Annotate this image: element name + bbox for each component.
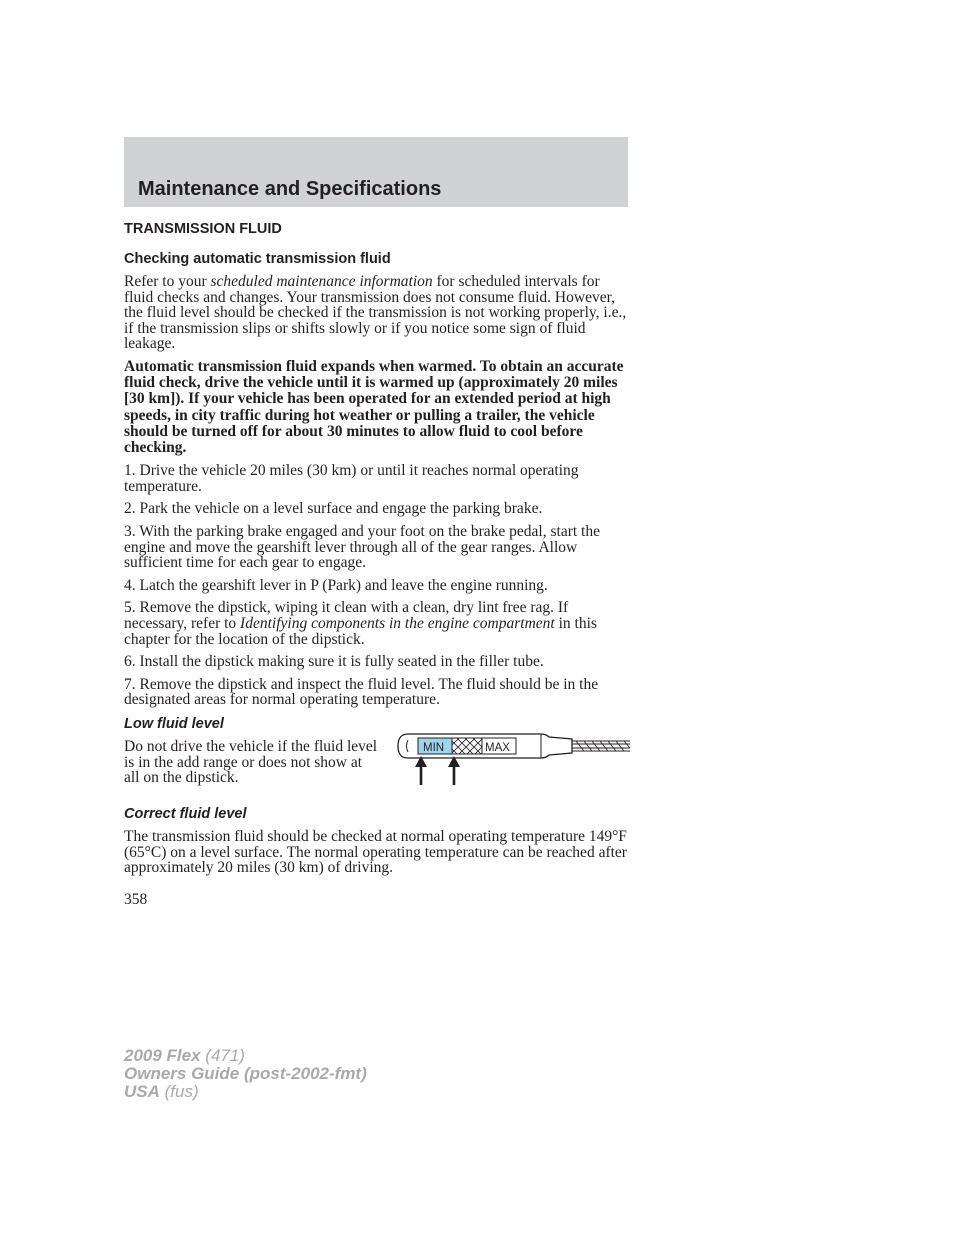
page-number: 358 xyxy=(124,890,148,908)
document-footer xyxy=(124,1047,367,1101)
step-5-reference: Identifying components in the engine compartment xyxy=(240,614,555,632)
step-2: 2. Park the vehicle on a level surface and engage the parking brake. xyxy=(124,500,543,518)
section-title: TRANSMISSION FLUID xyxy=(124,221,282,237)
footer-model: 2009 Flex xyxy=(124,1046,201,1065)
min-label: MIN xyxy=(423,741,445,754)
step-4: 4. Latch the gearshift lever in P (Park) and leave the engine running. xyxy=(124,576,548,594)
correct-fluid-text: The transmission fluid should be checked at normal operating temperature 149°F (65°C) on a level surface. The normal operating temperature can be reached after approximately 20 miles (30 km) of driving. xyxy=(124,827,627,877)
low-fluid-title: Low fluid level xyxy=(124,715,224,732)
low-fluid-text: Do not drive the vehicle if the fluid level is in the add range or does not show at all on the dipstick. xyxy=(124,737,378,787)
step-7: 7. Remove the dipstick and inspect the fluid level. The fluid should be in the designated areas for normal operating temperature. xyxy=(124,675,599,709)
step-6: 6. Install the dipstick making sure it is fully seated in the filler tube. xyxy=(124,653,544,671)
footer-market: USA xyxy=(124,1082,160,1101)
low-fluid-row xyxy=(124,739,630,787)
footer-line-1 xyxy=(124,1047,367,1065)
intro-text-pre: Refer to your xyxy=(124,273,211,290)
arrow-max xyxy=(448,756,460,785)
page-content xyxy=(124,220,630,907)
chapter-header-band xyxy=(124,137,628,207)
step-5-pre: 5. Remove the dipstick, wiping it clean with a clean, dry lint free rag. If necessary, refer to xyxy=(124,599,569,632)
footer-market-code: (fus) xyxy=(159,1082,199,1101)
step-3: 3. With the parking brake engaged and your foot on the brake pedal, start the engine and move the gearshift lever through all of the gear ranges. Allow sufficient time for each gear to engage. xyxy=(124,522,600,572)
crosshatch-zone xyxy=(452,738,482,754)
chapter-title: Maintenance and Specifications xyxy=(138,178,442,200)
step-5 xyxy=(124,600,630,647)
arrow-min xyxy=(415,756,427,785)
footer-line-2: Owners Guide (post-2002-fmt) xyxy=(124,1064,367,1083)
intro-text-post: for scheduled intervals for fluid checks and changes. Your transmission does not consume fluid. However, the fluid level should be checked if the transmission is not working properly, i.e., if the transmission slips or shifts slowly or if you notice some sign of fluid leakage. xyxy=(124,273,627,353)
warning-paragraph: Automatic transmission fluid expands when warmed. To obtain an accurate fluid check, drive the vehicle until it is warmed up (approximately 20 miles [30 km]). If your vehicle has been operated for an extended period at high speeds, in city traffic during hot weather or pulling a trailer, the vehicle should be turned off for about 30 minutes to allow fluid to cool before checking. xyxy=(124,357,624,456)
dipstick-illustration xyxy=(394,731,634,787)
step-5-post: in this chapter for the location of the dipstick. xyxy=(124,614,597,648)
subsection-title: Checking automatic transmission fluid xyxy=(124,251,391,267)
footer-model-code: (471) xyxy=(200,1046,245,1065)
correct-fluid-title: Correct fluid level xyxy=(124,805,247,822)
step-1: 1. Drive the vehicle 20 miles (30 km) or until it reaches normal operating temperature. xyxy=(124,462,579,495)
max-label: MAX xyxy=(485,741,510,754)
intro-paragraph xyxy=(124,274,630,352)
intro-text-reference: scheduled maintenance information xyxy=(210,273,433,290)
footer-line-3 xyxy=(124,1083,367,1101)
dipstick-cable xyxy=(572,741,630,751)
